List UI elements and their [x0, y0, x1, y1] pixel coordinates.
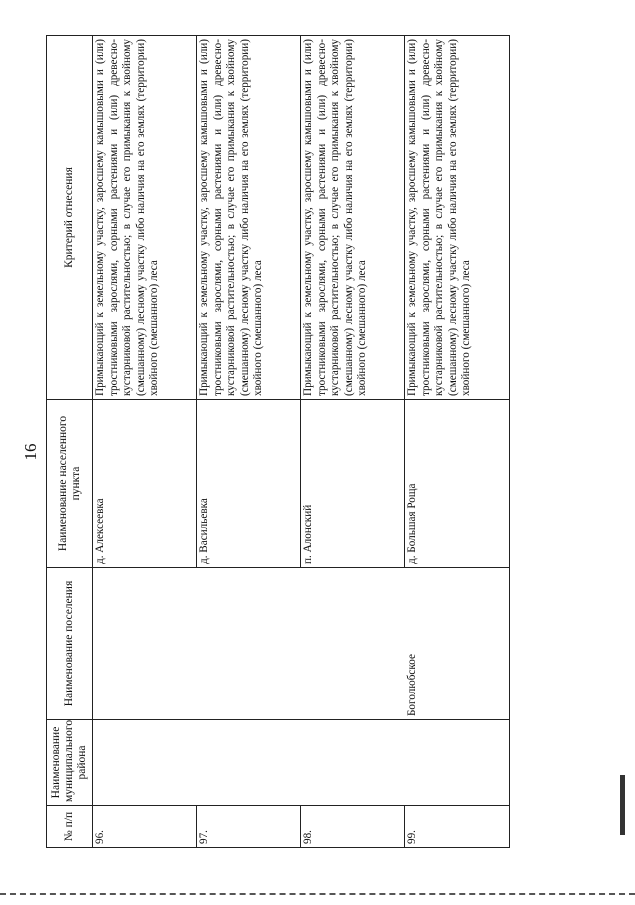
row-place: п. Алонский [301, 400, 405, 568]
row-num: 98. [301, 806, 405, 848]
table-header-row [47, 36, 93, 848]
criteria-table [46, 35, 510, 848]
header-criterion: Критерий отнесения [47, 36, 93, 400]
row-num: 96. [93, 806, 197, 848]
row-place: д. Большая Роща [405, 400, 510, 568]
row-district [93, 720, 510, 806]
header-place: Наименование населенного пункта [47, 400, 93, 568]
row-criterion: Примыкающий к земельному участку, заросшему камышовыми и (или) тростниковыми зарослями, сорными растениями и (или) древесно-кустарниковой растительностью; в случае его примыкания к хвойному (смешанному) лесному участку либо наличия на его землях (территории) хвойного (смешанного) леса [405, 36, 510, 400]
row-settlement: Боголюбское [405, 568, 510, 720]
header-num: № п/п [47, 806, 93, 848]
row-num: 99. [405, 806, 510, 848]
row-criterion: Примыкающий к земельному участку, заросшему камышовыми и (или) тростниковыми зарослями, сорными растениями и (или) древесно-кустарниковой растительностью; в случае его примыкания к хвойному (смешанному) лесному участку либо наличия на его землях (территории) хвойного (смешанного) леса [93, 36, 197, 400]
row-criterion: Примыкающий к земельному участку, заросшему камышовыми и (или) тростниковыми зарослями, сорными растениями и (или) древесно-кустарниковой растительностью; в случае его примыкания к хвойному (смешанному) лесному участку либо наличия на его землях (территории) хвойного (смешанного) леса [301, 36, 405, 400]
page-number: 16 [21, 443, 40, 461]
row-place: д. Васильевка [197, 400, 301, 568]
header-settlement: Наименование поселения [47, 568, 93, 720]
rotated-table-container [46, 36, 509, 848]
scan-edge-line [0, 893, 635, 895]
header-district: Наименование муниципального района [47, 720, 93, 806]
row-num: 97. [197, 806, 301, 848]
page-edge-mark [620, 775, 625, 835]
table-row [93, 36, 197, 848]
row-criterion: Примыкающий к земельному участку, заросшему камышовыми и (или) тростниковыми зарослями, сорными растениями и (или) древесно-кустарниковой растительностью; в случае его примыкания к хвойному (смешанному) лесному участку либо наличия на его землях (территории) хвойного (смешанного) леса [197, 36, 301, 400]
row-place: д. Алексеевка [93, 400, 197, 568]
row-settlement [93, 568, 405, 720]
